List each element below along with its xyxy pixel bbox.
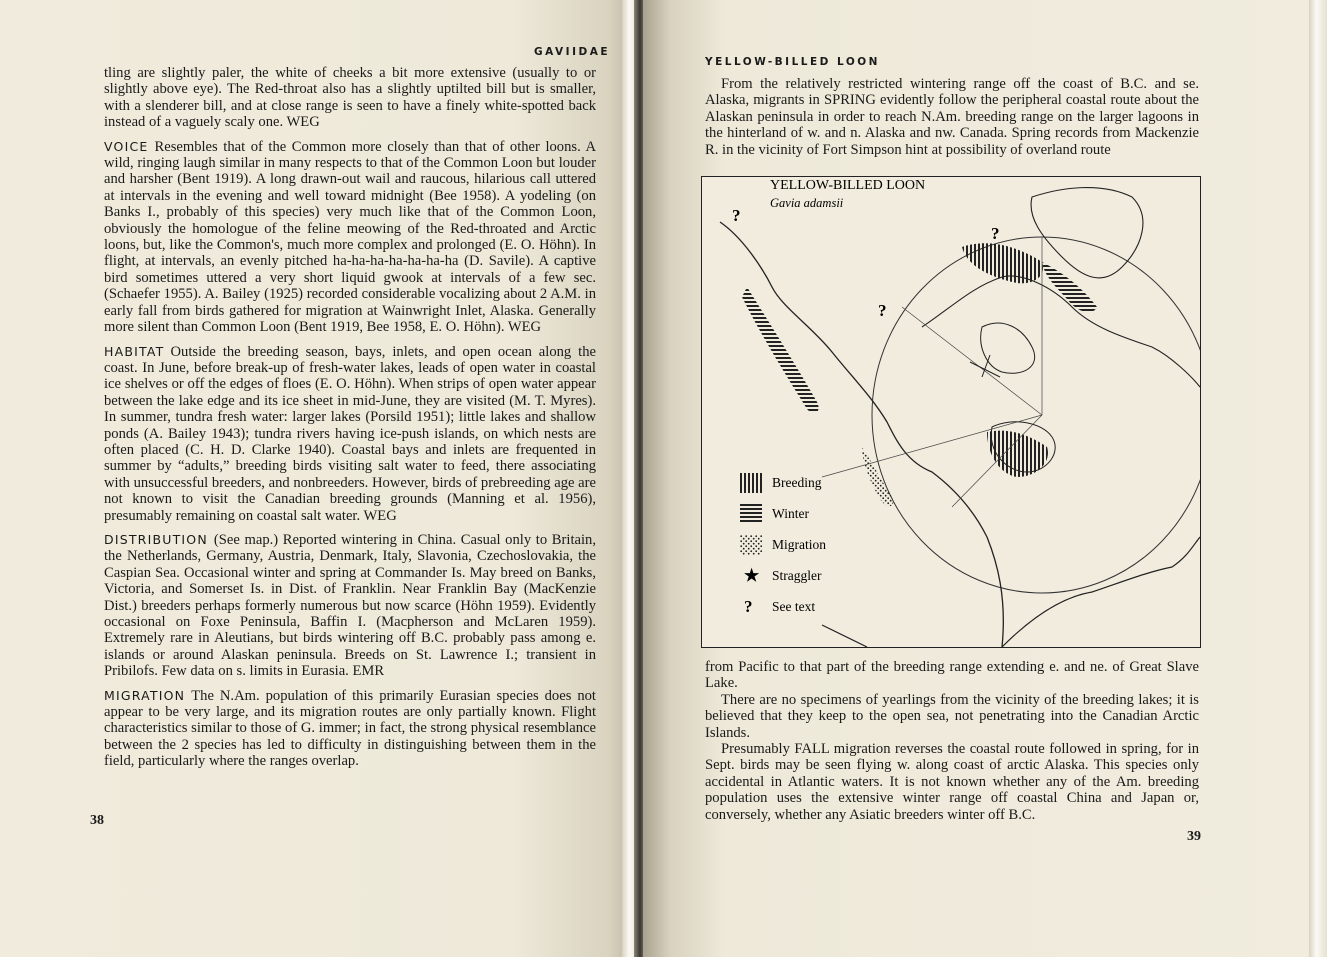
question-icon: ? [744,597,753,616]
greenland [1031,188,1143,278]
page-edge-right [1309,0,1327,957]
fall-paragraph: Presumably FALL migration reverses the coastal route followed in spring, for in Sept. birds may be seen flying w. along coast of arctic Alaska. This species only accidental in Atlantic waters. It is not known whether any of the Am. breeding population uses the extensive winter range off coastal China and Japan or, conversely, whether any Asiatic breeders winter off B.C. [705,741,1199,823]
distribution-heading: DISTRIBUTION [104,531,208,547]
running-head-right: YELLOW-BILLED LOON [705,56,880,68]
migration-text: The N.Am. population of this primarily Eurasian species does not appear to be very large, and its migration routes are only partially known. Flight characteristics similar to those of G. immer; in fact, the strong physical resemblance between the 2 species has led to difficulty in distinguishing between them in the field, particularly where the ranges overlap. [104,687,596,770]
habitat-section [104,344,596,524]
left-page [0,0,640,957]
legend-see-text-label: See text [772,599,816,614]
arctic-circle [872,237,1200,593]
continuation-paragraph: from Pacific to that part of the breeding range extending e. and ne. of Great Slave Lake. [705,659,1199,692]
meridian-line [902,307,1042,415]
habitat-heading: HABITAT [104,343,165,359]
question-mark: ? [991,224,1000,243]
yearlings-paragraph: There are no specimens of yearlings from the vicinity of the breeding lakes; it is believed that they keep to the open sea, not penetrating into the Canadian Arctic Islands. [705,691,1199,741]
page-number-right: 39 [1187,829,1201,844]
migration-route [862,447,893,506]
eurasia-coast [922,276,1200,387]
question-mark: ? [732,206,741,225]
question-mark: ? [878,301,887,320]
left-text-column [104,65,596,770]
migration-section [104,688,596,770]
spring-paragraph: From the relatively restricted wintering range off the coast of B.C. and se. Alaska, migrants in SPRING evidently follow the peripheral coastal route about the Alaskan peninsula in order to reach N.Am. breeding range on the larger lagoons in the hinterland of w. and n. Alaska and nw. Canada. Spring records from Mackenzie R. in the vicinity of Fort Simpson hint at possibility of overland route [705,76,1199,158]
intro-paragraph: tling are slightly paler, the white of cheeks a bit more extensive (usually to or slightly above eye). The Red-throat also has a slightly uptilted bill but is smaller, with a slenderer bill, and at close range is seen to have a finely white-spotted back instead of a vaguely scaly one. WEG [104,65,596,131]
legend-migration-label: Migration [772,537,826,552]
winter-swatch [740,504,762,524]
north-america-coast [720,222,1003,647]
star-icon: ★ [744,566,760,585]
map-subtitle: Gavia adamsii [770,196,844,210]
migration-heading: MIGRATION [104,687,186,703]
range-map [701,176,1201,648]
voice-section [104,139,596,336]
canada-interior-coast [1002,537,1200,647]
winter-range-pacific [742,287,819,413]
legend-winter-label: Winter [772,506,809,521]
distribution-section [104,532,596,680]
legend-breeding-label: Breeding [772,475,822,490]
right-top-column [705,76,1199,158]
running-head: GAVIIDAE [534,46,610,58]
migration-swatch [740,535,762,555]
map-corner-line [822,625,867,647]
breeding-range-arctic [962,243,1043,283]
right-bottom-column [705,659,1199,823]
breeding-swatch [740,473,762,493]
habitat-text: Outside the breeding season, bays, inlets, and open ocean along the coast. In June, before break-up of fresh-water lakes, leads of open water in coastal ice shelves or off the edges of floes (E. O. Höhn). When strips of open water appear between the lake edge and its ice sheet in mid-June, they are visited (M. T. Myres). In summer, tundra fresh water: larger lakes (Porsild 1951); little lakes and shallow ponds (A. Bailey 1943); tundra rivers having ice-push islands, on which nests are often placed (C. H. D. Clarke 1940). Coastal bays and inlets are frequented in summer by “adults,” breeding birds visiting salt water to feed, there associating with unsuccessful breeders, and nonbreeders. However, birds of prebreeding age are not known to visit the Canadian breeding grounds (Manning et al. 1956), presumably remaining on coastal salt water. WEG [104,343,596,524]
arctic-islands [981,323,1035,373]
voice-text: Resembles that of the Common more closely than that of other loons. A wild, ringing laugh similar in many respects to that of the Common Loon but louder and harsher (Bent 1919). A long drawn-out wail and raucous, hilarious call uttered at intervals in the evening and well toward midnight (Bee 1958). A yodeling (on Banks I., probably of this species) very much like that of the Common Loon, obviously the homologue of the feline meowing of the Red-throated and Arctic loons, but, like the Common's, much more complex and prolonged (E. O. Höhn). In flight, at intervals, an evenly pitched ha-ha-ha-ha-ha-ha-ha (D. Savile). A captive bird sometimes uttered a very short liquid gwook at intervals of a few sec. (Schaefer 1955). A. Bailey (1925) recorded considerable vocalizing about 2 A.M. in early fall from birds gathered for migration at Wainwright Inlet, Alaska. Generally more silent than Common Loon (Bent 1919, Bee 1958, E. O. Höhn). WEG [104,138,596,336]
map-title: YELLOW-BILLED LOON [770,178,926,193]
legend-straggler-label: Straggler [772,568,822,583]
page-number-left: 38 [90,813,104,828]
voice-heading: VOICE [104,138,149,154]
distribution-text: (See map.) Reported wintering in China. Casual only to Britain, the Netherlands, Germany, Austria, Denmark, Italy, Slavonia, Czechoslovakia, the Caspian Sea. Occasional winter and spring at Commander Is. May breed on Banks, Victoria, and Somerset Is. in Dist. of Franklin. Near Franklin Bay (MacKenzie Dist.) breeders perhaps formerly numerous but now scarce (Höhn 1959). Evidently occasional on Foxe Peninsula, Baffin I. (Macpherson and McLaren 1959). Extremely rare in Aleutians, but birds wintering off B.C. probably pass among e. islands or around Alaskan peninsula. Breeds on St. Lawrence I.; transient in Pribilofs. Few data on s. limits in Eurasia. EMR [104,531,596,680]
